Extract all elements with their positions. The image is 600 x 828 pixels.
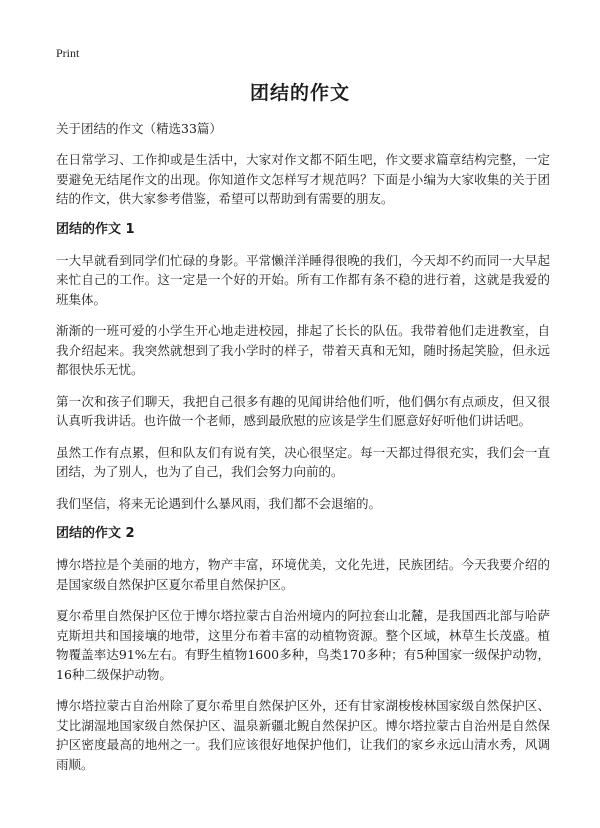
section-heading-1: 团结的作文 1 xyxy=(56,221,135,237)
print-link[interactable]: Print xyxy=(56,46,80,60)
section-1-paragraph: 渐渐的一班可爱的小学生开心地走进校园，排起了长长的队伍。我带着他们走进教室，自我介绍起来。我突然就想到了我小学时的样子，带着天真和无知，随时扬起笑脸，但永远都很快乐无忧。 xyxy=(56,323,550,377)
section-1-paragraph: 一大早就看到同学们忙碌的身影。平常懒洋洋睡得很晚的我们，今天却不约而同一大早起来忙自己的工作。这一定是一个好的开始。所有工作都有条不稳的进行着，这就是我爱的班集体。 xyxy=(56,252,550,307)
section-2-paragraph: 博尔塔拉蒙古自治州除了夏尔希里自然保护区外，还有甘家湖梭梭林国家级自然保护区、艾比湖湿地国家级自然保护区、温泉新疆北鲵自然保护区。博尔塔拉蒙古自治州是自然保护区密度最高的地州之一。我们应该很好地保护他们，让我们的家乡永远山清水秀，风调雨顺。 xyxy=(56,698,550,772)
article-subtitle: 关于团结的作文（精选33篇） xyxy=(56,121,222,136)
section-1-paragraph: 我们坚信，将来无论遇到什么暴风雨，我们都不会退缩的。 xyxy=(56,495,382,511)
article-body xyxy=(56,120,550,786)
section-1-paragraph: 第一次和孩子们聊天，我把自己很多有趣的见闻讲给他们听，他们偶尔有点顽皮，但又很认真听我讲话。也许做一个老师，感到最欣慰的应该是学生们愿意好好听他们讲话吧。 xyxy=(56,393,550,428)
section-2-paragraph: 夏尔希里自然保护区位于博尔塔拉蒙古自治州境内的阿拉套山北麓，是我国西北部与哈萨克斯坦共和国接壤的地带，这里分布着丰富的动植物资源。整个区域，林草生长茂盛。植物覆盖率达91%左右。有野生植物1600多种，鸟类170多种；有5种国家一级保护动物，16种二级保护动物。 xyxy=(56,608,550,682)
section-1-paragraph: 虽然工作有点累，但和队友们有说有笑，决心很坚定。每一天都过得很充实，我们会一直团结，为了别人，也为了自己，我们会努力向前的。 xyxy=(56,444,550,479)
section-heading-2: 团结的作文 2 xyxy=(56,526,135,541)
intro-paragraph: 在日常学习、工作抑或是生活中，大家对作文都不陌生吧，作文要求篇章结构完整，一定要避免无结尾作文的出现。你知道作文怎样写才规范吗？下面是小编为大家收集的关于团结的作文，供大家参考借鉴，希望可以帮助到有需要的朋友。 xyxy=(56,152,550,206)
section-2-paragraph: 博尔塔拉是个美丽的地方，物产丰富，环境优美，文化先进，民族团结。今天我要介绍的是国家级自然保护区夏尔希里自然保护区。 xyxy=(56,557,550,592)
page-title: 团结的作文 xyxy=(249,82,350,104)
